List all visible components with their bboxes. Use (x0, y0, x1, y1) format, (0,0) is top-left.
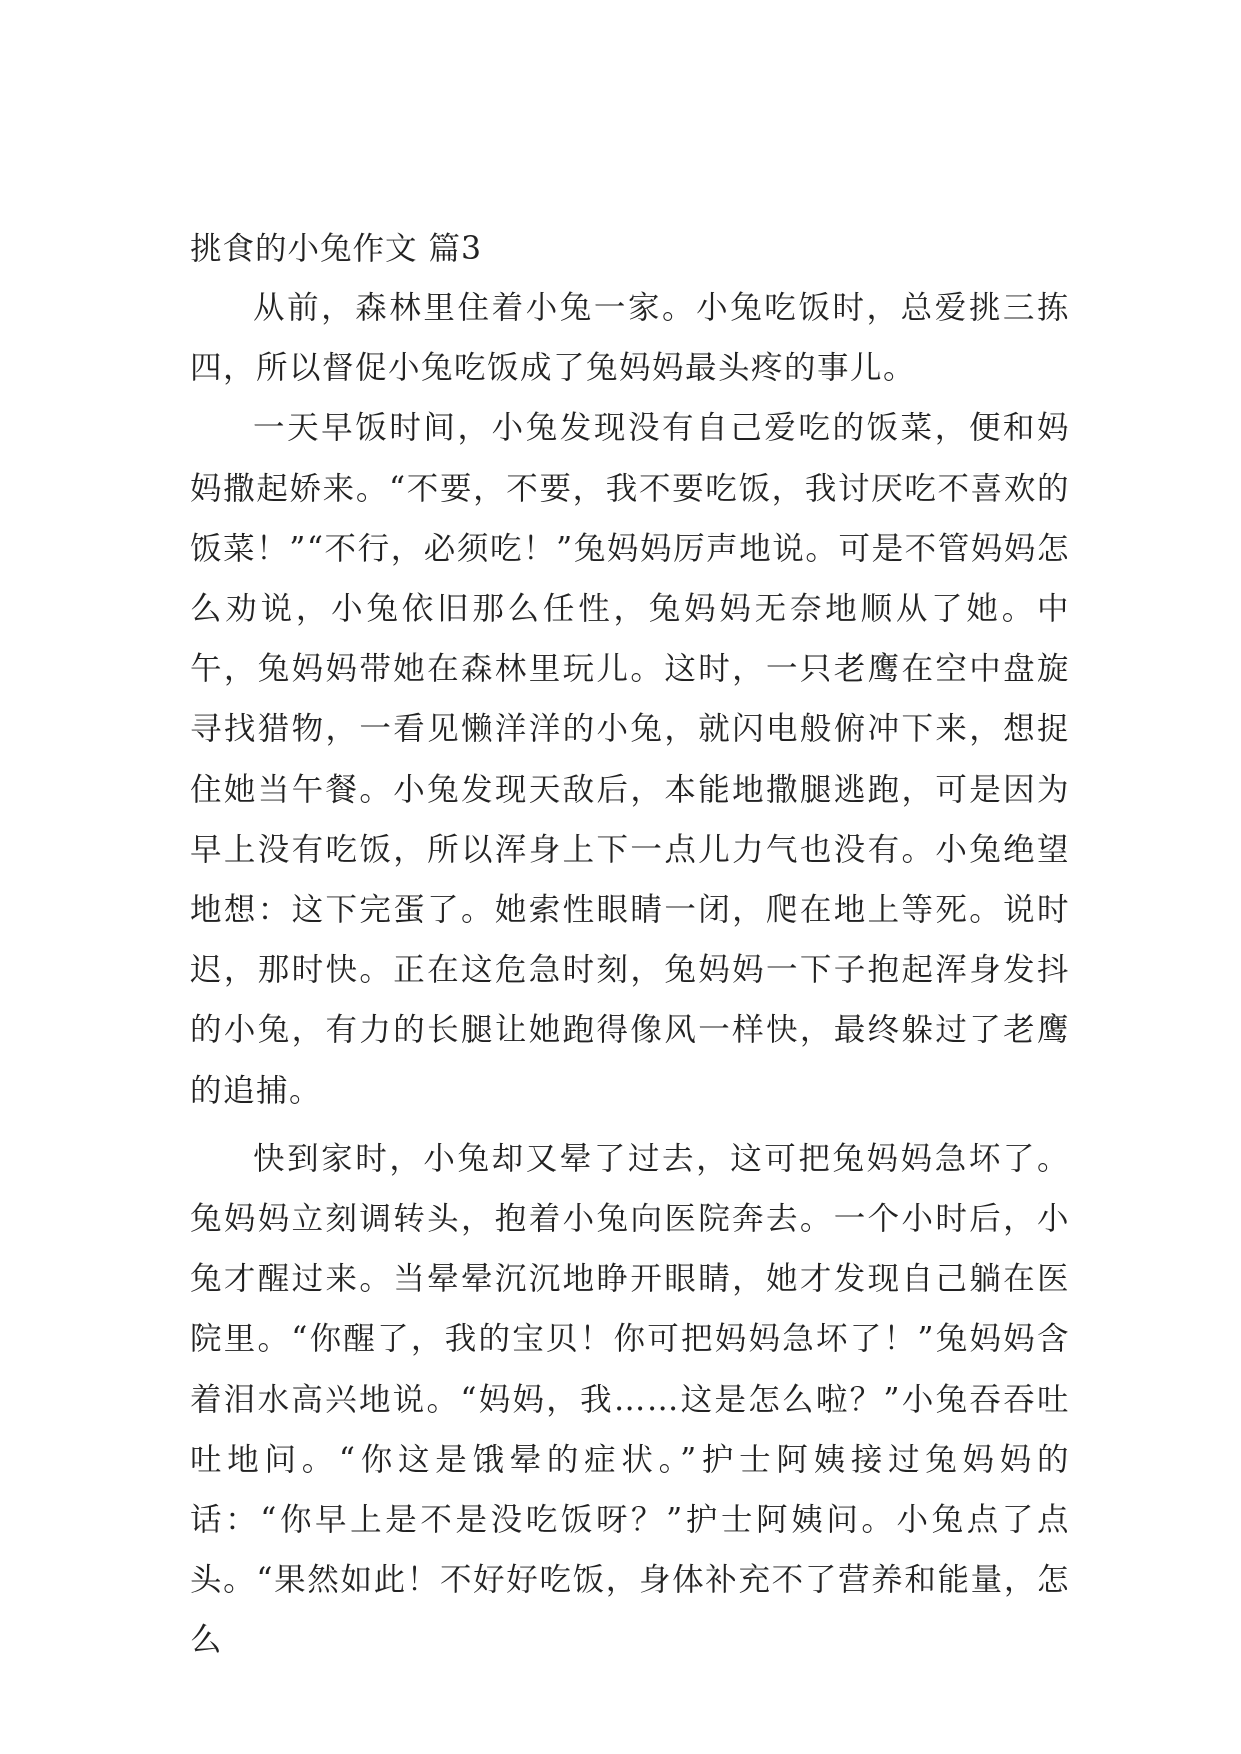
essay-body (190, 224, 1070, 1671)
paragraph-2: 一天早饭时间，小兔发现没有自己爱吃的饭菜，便和妈妈撒起娇来。“不要，不要，我不要吃饭，我讨厌吃不喜欢的饭菜！”“不行，必须吃！”兔妈妈厉声地说。可是不管妈妈怎么劝说，小兔依旧那么任性，兔妈妈无奈地顺从了她。中午，兔妈妈带她在森林里玩儿。这时，一只老鹰在空中盘旋寻找猎物，一看见懒洋洋的小兔，就闪电般俯冲下来，想捉住她当午餐。小兔发现天敌后，本能地撒腿逃跑，可是因为早上没有吃饭，所以浑身上下一点儿力气也没有。小兔绝望地想：这下完蛋了。她索性眼睛一闭，爬在地上等死。说时迟，那时快。正在这危急时刻，兔妈妈一下子抱起浑身发抖的小兔，有力的长腿让她跑得像风一样快，最终躲过了老鹰的追捕。 (190, 410, 1070, 1109)
paragraph-1: 从前，森林里住着小兔一家。小兔吃饭时，总爱挑三拣四，所以督促小兔吃饭成了兔妈妈最头疼的事儿。 (190, 290, 1070, 387)
paragraph-3: 快到家时，小兔却又晕了过去，这可把兔妈妈急坏了。兔妈妈立刻调转头，抱着小兔向医院奔去。一个小时后，小兔才醒过来。当晕晕沉沉地睁开眼睛，她才发现自己躺在医院里。“你醒了，我的宝贝！你可把妈妈急坏了！”兔妈妈含着泪水高兴地说。“妈妈，我……这是怎么啦？”小兔吞吞吐吐地问。“你这是饿晕的症状。”护士阿姨接过兔妈妈的话：“你早上是不是没吃饭呀？”护士阿姨问。小兔点了点头。“果然如此！不好好吃饭，身体补充不了营养和能量，怎么 (190, 1140, 1070, 1659)
essay-title: 挑食的小兔作文 篇3 (190, 231, 483, 267)
